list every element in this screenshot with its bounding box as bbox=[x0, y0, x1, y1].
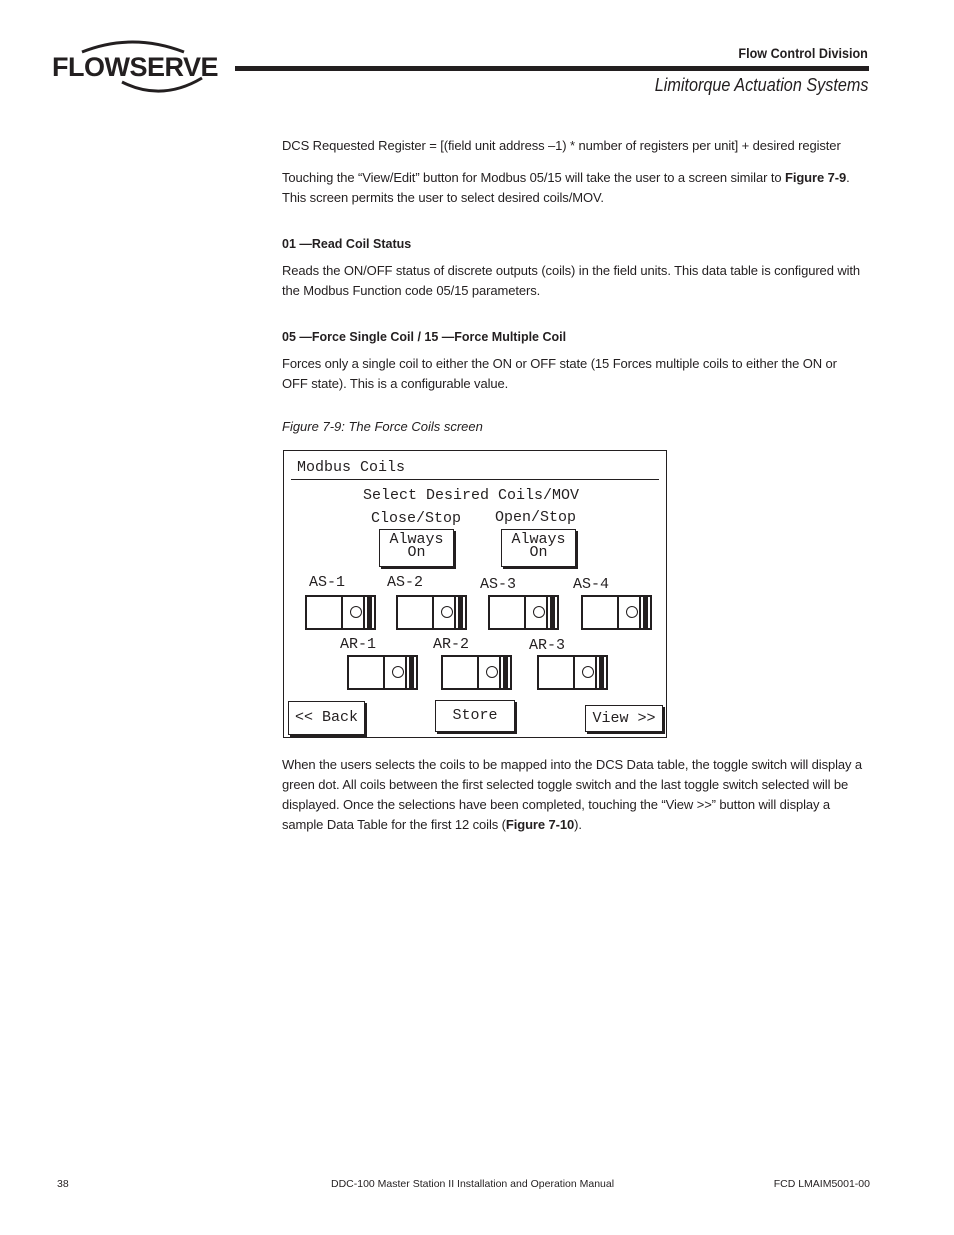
toggle-indicator-icon bbox=[441, 606, 453, 618]
toggle-indicator-icon bbox=[350, 606, 362, 618]
as-3-toggle[interactable] bbox=[488, 595, 559, 630]
as-4-label: AS-4 bbox=[573, 576, 610, 593]
read-coil-paragraph bbox=[282, 261, 872, 301]
toggle-indicator-icon bbox=[626, 606, 638, 618]
intro-text-post: . bbox=[846, 170, 850, 185]
force-coil-paragraph bbox=[282, 354, 852, 394]
manual-title: DDC-100 Master Station II Installation and Operation Manual bbox=[331, 1178, 615, 1190]
formula-paragraph bbox=[282, 136, 872, 156]
as-4-toggle[interactable] bbox=[581, 595, 652, 630]
document-code: FCD LMAIM5001-00 bbox=[773, 1178, 870, 1190]
as-3-label: AS-3 bbox=[480, 576, 517, 593]
always-on-2-line1: Always bbox=[511, 531, 566, 548]
intro-text-line2: This screen permits the user to select desired coils/MOV. bbox=[282, 190, 604, 205]
division-subtitle: Limitorque Actuation Systems bbox=[654, 75, 868, 95]
figure-caption: Figure 7-9: The Force Coils screen bbox=[282, 419, 483, 434]
selection-text-post: ). bbox=[574, 817, 582, 832]
intro-paragraph bbox=[282, 168, 872, 208]
division-title: Flow Control Division bbox=[738, 45, 868, 61]
always-on-2-line2: On bbox=[529, 544, 548, 561]
toggle-indicator-icon bbox=[533, 606, 545, 618]
force-coil-text: Forces only a single coil to either the ON or OFF state (15 Forces multiple coils to either the ON or OFF state). This is a configurable value. bbox=[282, 356, 837, 391]
intro-text-pre: Touching the “View/Edit” button for Modbus 05/15 will take the user to a screen similar to bbox=[282, 170, 785, 185]
logo-text: FLOWSERVE bbox=[52, 52, 219, 82]
selection-paragraph bbox=[282, 755, 867, 835]
back-button[interactable]: << Back bbox=[288, 701, 365, 735]
always-on-1-line2: On bbox=[407, 544, 426, 561]
ar-2-label: AR-2 bbox=[433, 636, 470, 653]
open-stop-always-on-button[interactable] bbox=[501, 529, 576, 567]
selection-text bbox=[282, 755, 867, 835]
as-2-label: AS-2 bbox=[387, 574, 424, 591]
screen-title: Modbus Coils bbox=[297, 459, 406, 476]
screen-subtitle: Select Desired Coils/MOV bbox=[363, 487, 580, 504]
close-stop-label: Close/Stop bbox=[371, 510, 462, 527]
as-1-toggle[interactable] bbox=[305, 595, 376, 630]
as-1-label: AS-1 bbox=[309, 574, 346, 591]
formula-text: DCS Requested Register = [(field unit address –1) * number of registers per unit] + desired register bbox=[282, 138, 841, 153]
close-stop-always-on-button[interactable] bbox=[379, 529, 454, 567]
selection-text-pre: When the users selects the coils to be mapped into the DCS Data table, the toggle switch will display a green dot. All coils between the first selected toggle switch and the last toggle switch selected will be displayed. Once the selections have been completed, touching the “View >>” button will display a sample Data Table for the first 12 coils ( bbox=[282, 757, 863, 832]
figure-ref-7-9: Figure 7-9 bbox=[784, 170, 847, 185]
ar-3-toggle[interactable] bbox=[537, 655, 608, 690]
force-coils-screen bbox=[283, 450, 667, 738]
ar-1-label: AR-1 bbox=[340, 636, 377, 653]
ar-1-toggle[interactable] bbox=[347, 655, 418, 690]
header-rule bbox=[235, 66, 869, 71]
flowserve-logo bbox=[52, 38, 219, 100]
intro-text bbox=[282, 168, 872, 188]
open-stop-label: Open/Stop bbox=[495, 509, 577, 526]
toggle-indicator-icon bbox=[582, 666, 594, 678]
view-button[interactable]: View >> bbox=[585, 705, 663, 732]
always-on-1-line1: Always bbox=[389, 531, 444, 548]
toggle-indicator-icon bbox=[392, 666, 404, 678]
read-coil-text: Reads the ON/OFF status of discrete outputs (coils) in the field units. This data table is configured with the Modbus Function code 05/15 parameters. bbox=[282, 263, 861, 298]
heading-read-coil: 01 —Read Coil Status bbox=[282, 237, 412, 251]
ar-2-toggle[interactable] bbox=[441, 655, 512, 690]
as-2-toggle[interactable] bbox=[396, 595, 467, 630]
ar-3-label: AR-3 bbox=[529, 637, 566, 654]
page-number: 38 bbox=[57, 1178, 69, 1190]
screen-title-rule bbox=[291, 479, 659, 480]
store-button[interactable]: Store bbox=[435, 700, 515, 732]
toggle-indicator-icon bbox=[486, 666, 498, 678]
heading-force-coil: 05 —Force Single Coil / 15 —Force Multiple Coil bbox=[282, 330, 567, 344]
figure-ref-7-10: Figure 7-10 bbox=[505, 817, 575, 832]
